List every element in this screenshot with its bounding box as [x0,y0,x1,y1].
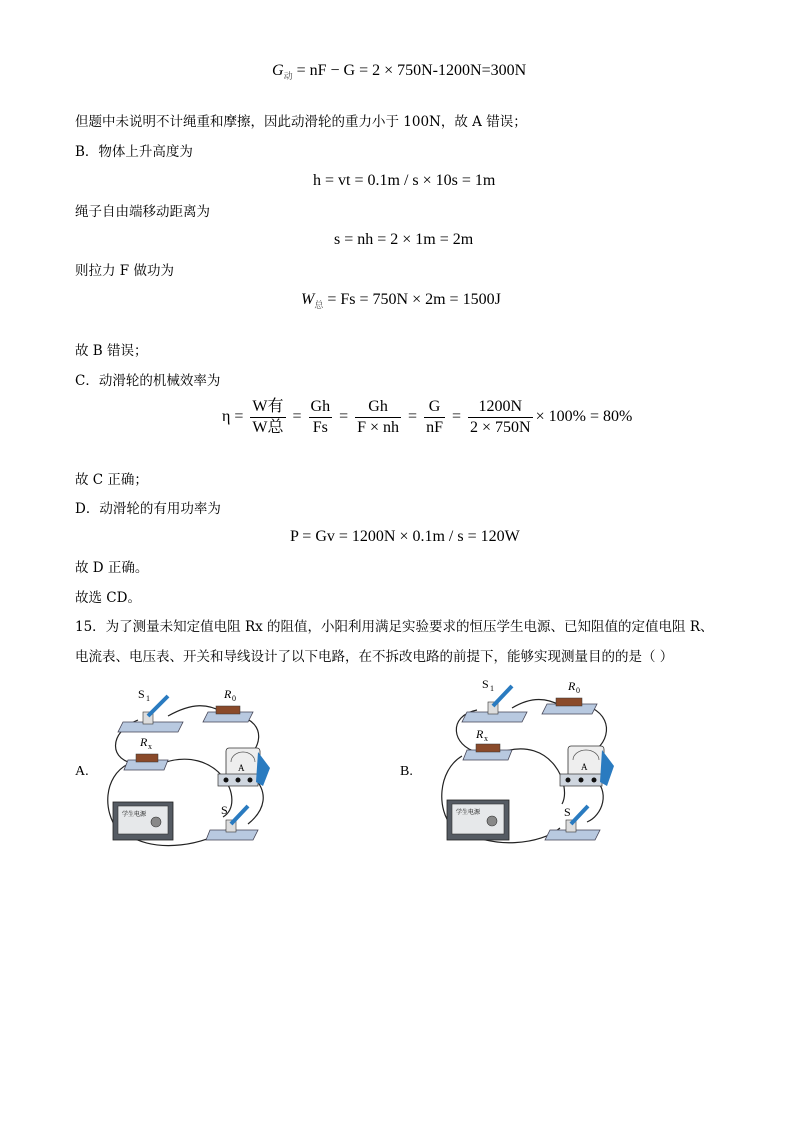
circuit-diagram-a [98,682,283,850]
equation-g-dong [272,60,526,87]
s1-text: S [482,677,489,691]
resistor-rx [124,754,168,770]
eq-var: G [272,62,284,79]
rx-sub: x [148,742,152,751]
text-answer: 故选 CD。 [75,590,141,606]
resistor-r0 [203,706,253,722]
eq-rhs: = Fs = 750N × 2m = 1500J [323,291,501,308]
frac-den: F × nh [357,419,400,436]
rx-sub: x [484,734,488,743]
option-b-label: B. [400,764,413,779]
s-label: S [221,803,228,817]
ammeter-label: A [581,762,588,772]
fraction-g-nf [424,398,445,437]
power-supply [447,800,509,840]
fraction-gh-fs [309,398,333,437]
frac-num: 1200N [468,398,533,418]
s1-sub: 1 [146,694,150,703]
equation-eta: η = $\frac{\text{W有}}{\text{W总}}$ = $\frac{Gh}{Fs}$ = $\frac{Gh}{F \times nh}$ = $\frac{G}{nF}$ = $\frac{1200N}{2 \times 750N}$ × 100% = 80% [222,398,633,436]
resistor-r0 [542,698,597,714]
ammeter-label: A [238,763,245,773]
supply-label: 学生电源 [122,811,147,818]
r0-sub: 0 [232,694,236,703]
frac-den: Fs [312,419,328,436]
frac-den: W总 [252,419,284,436]
fraction-w [250,398,285,437]
switch-s1 [118,696,183,732]
text-c-head: C．动滑轮的机械效率为 [75,373,221,389]
circuit-diagram-b [432,676,620,850]
switch-s1 [462,686,527,722]
text-d-right: 故 D 正确。 [75,560,149,576]
resistor-rx [463,744,512,760]
eq-sub: 总 [314,300,324,310]
s1-text: S [138,687,145,701]
rx-text: R [476,727,484,741]
fraction-values [468,398,533,437]
question-15-line-1: 15．为了测量未知定值电阻 Rx 的阻值，小阳利用满足实验要求的恒压学生电源、已知阻值的定值电阻 R、 [75,619,714,635]
equation-w [301,289,501,316]
eq-rhs: = nF − G = 2 × 750N-1200N=300N [292,62,527,79]
s-label: S [564,805,571,819]
frac-den: nF [426,419,443,436]
switch-s [545,806,600,840]
rx-label [475,727,488,743]
rx-text: R [140,735,148,749]
text-a-wrong: 但题中未说明不计绳重和摩擦，因此动滑轮的重力小于 100N，故 A 错误； [75,114,527,130]
frac-num: G [424,398,445,418]
text-c-right: 故 C 正确； [75,472,148,488]
equation-p: P = Gv = 1200N × 0.1m / s = 120W [290,528,520,545]
power-supply [113,802,173,840]
r0-text: R [224,687,232,701]
fraction-gh-fnh [355,398,401,437]
r0-label [567,679,580,695]
option-a-label: A. [75,764,89,779]
supply-label: 学生电源 [456,809,481,816]
text-rope: 绳子自由端移动距离为 [75,204,210,220]
r0-text: R [568,679,576,693]
equation-s: s = nh = 2 × 1m = 2m [334,231,474,248]
rx-label [139,735,152,751]
s1-sub: 1 [490,684,494,693]
eq-tail: × 100% = 80% [535,408,633,426]
equation-h: h = vt = 0.1m / s × 10s = 1m [313,172,496,189]
text-work: 则拉力 F 做功为 [75,263,174,279]
eq-sub: 动 [283,71,293,81]
r0-sub: 0 [576,686,580,695]
frac-num: Gh [355,398,401,418]
eta-symbol: η = [222,408,244,426]
text-d-head: D．动滑轮的有用功率为 [75,501,221,517]
frac-den: 2 × 750N [470,419,531,436]
s1-label [482,677,494,693]
eq-var: W [301,291,315,308]
text-b-head: B．物体上升高度为 [75,144,193,160]
frac-num: Gh [309,398,333,418]
s1-label [138,687,150,703]
switch-s [206,806,258,840]
r0-label [223,687,236,703]
frac-num: W有 [250,398,285,418]
question-15-line-2: 电流表、电压表、开关和导线设计了以下电路，在不拆改电路的前提下，能够实现测量目的的是（ ） [75,649,674,665]
text-b-wrong: 故 B 错误； [75,343,148,359]
